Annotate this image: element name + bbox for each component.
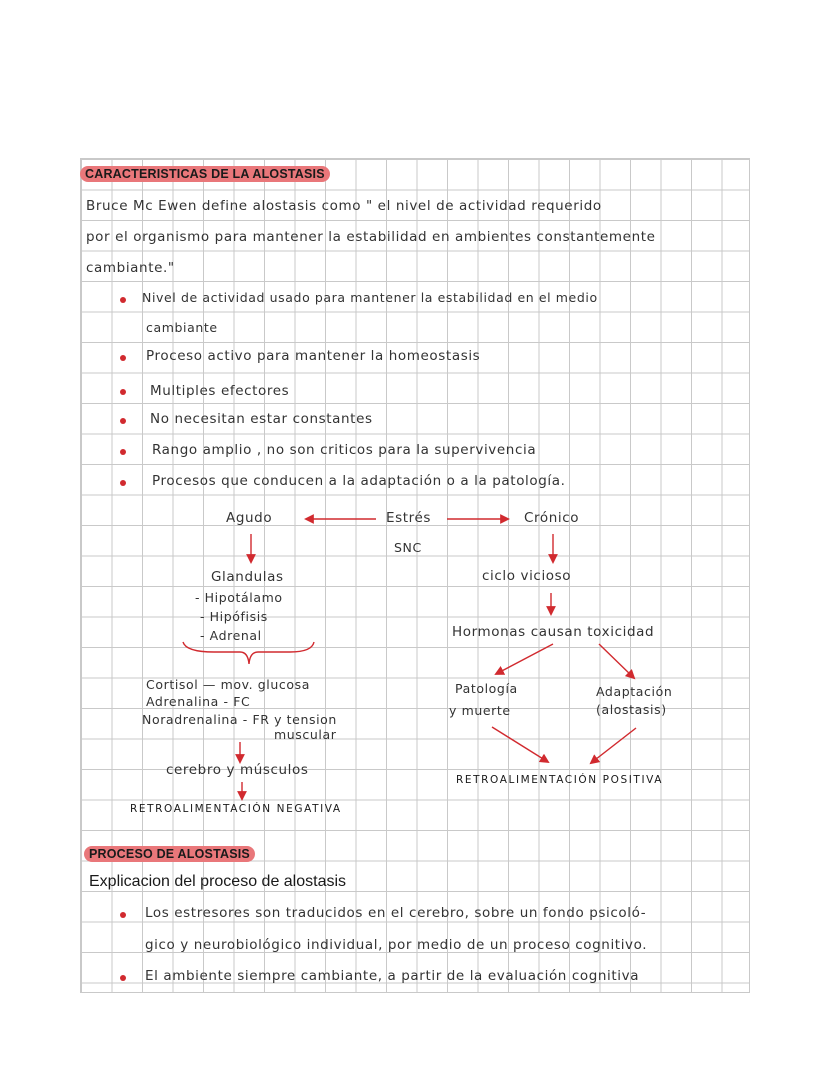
bullet-text-continued: gico y neurobiológico individual, por medio de un proceso cognitivo.: [145, 937, 648, 953]
bullet-text: Procesos que conducen a la adaptación o a la patología.: [152, 473, 566, 489]
diagram-right-result: RETROALIMENTACIÓN POSITIVA: [456, 774, 664, 786]
intro-line-3: cambiante.": [86, 260, 175, 276]
bullet-text-continued: cambiante: [146, 320, 218, 335]
diagram-hormone: Noradrenalina - FR y tension: [142, 712, 337, 727]
diagram-gland: - Adrenal: [200, 628, 262, 643]
bullet-text: Multiples efectores: [150, 383, 290, 399]
bullet-text: Nivel de actividad usado para mantener la estabilidad en el medio: [142, 290, 598, 305]
diagram-toxicity: Hormonas causan toxicidad: [452, 624, 655, 640]
arrow-adaptation-to-positive: [591, 728, 636, 763]
diagram-adaptation-continued: (alostasis): [596, 702, 667, 717]
diagram-glands-title: Glandulas: [211, 569, 284, 585]
diagram-estres: Estrés: [386, 510, 432, 526]
section-heading-characteristics: CARACTERISTICAS DE LA ALOSTASIS: [80, 166, 330, 182]
diagram-left-result: RETROALIMENTACIÓN NEGATIVA: [130, 803, 342, 815]
diagram-cycle: ciclo vicioso: [482, 568, 572, 584]
diagram-pathology: Patología: [455, 681, 518, 696]
diagram-cronico: Crónico: [524, 510, 580, 526]
bullet-text: Proceso activo para mantener la homeostasis: [146, 348, 481, 364]
intro-line-2: por el organismo para mantener la estabilidad en ambientes constantemente: [86, 229, 656, 245]
bullet-text: Los estresores son traducidos en el cerebro, sobre un fondo psicoló-: [145, 905, 647, 921]
diagram-gland: - Hipófisis: [200, 609, 268, 624]
diagram-agudo: Agudo: [226, 510, 273, 526]
arrow-to-adaptation: [599, 644, 634, 678]
bullet-text: No necesitan estar constantes: [150, 411, 373, 427]
diagram-snc: SNC: [394, 540, 422, 555]
diagram-hormone: Adrenalina - FC: [146, 694, 251, 709]
diagram-pathology-continued: y muerte: [449, 703, 511, 718]
diagram-left-target: cerebro y músculos: [166, 762, 309, 778]
arrow-to-pathology: [496, 644, 553, 674]
section-subheading: Explicacion del proceso de alostasis: [89, 873, 347, 890]
bullet-text: Rango amplio , no son criticos para la supervivencia: [152, 442, 537, 458]
section-heading-process: PROCESO DE ALOSTASIS: [84, 846, 255, 862]
diagram-hormone-continued: muscular: [274, 727, 337, 742]
bullet-dot: [120, 975, 126, 981]
intro-line-1: Bruce Mc Ewen define alostasis como " el nivel de actividad requerido: [86, 198, 602, 214]
diagram-hormone: Cortisol — mov. glucosa: [146, 677, 310, 692]
diagram-adaptation: Adaptación: [596, 684, 673, 699]
arrow-pathology-to-positive: [492, 727, 548, 762]
bullet-text: El ambiente siempre cambiante, a partir de la evaluación cognitiva: [145, 968, 640, 984]
bullet-dot: [120, 912, 126, 918]
glands-brace: [183, 642, 314, 664]
diagram-gland: - Hipotálamo: [195, 590, 283, 605]
